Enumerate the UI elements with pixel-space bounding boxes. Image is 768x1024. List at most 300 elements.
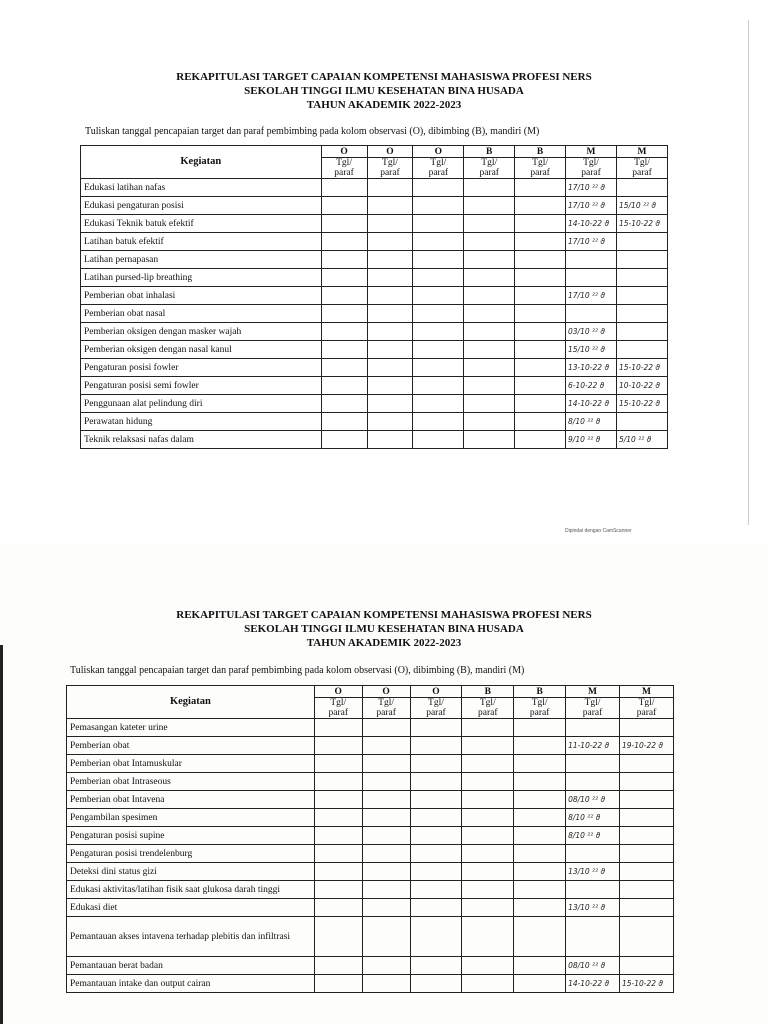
header-tgl-paraf: [362, 698, 410, 719]
header-tgl-label: Tgl/: [336, 158, 352, 168]
table-row: [81, 305, 668, 323]
header-tgl-paraf: [464, 158, 515, 179]
signature-cell: [362, 719, 410, 737]
header-tgl-label: Tgl/: [378, 698, 395, 708]
signature-cell: [367, 179, 413, 197]
signature-cell: [462, 881, 514, 899]
handwritten-date-signature: 13/10 ²² ϑ: [568, 902, 606, 912]
signature-cell: [464, 251, 515, 269]
signature-cell: [362, 737, 410, 755]
table-row: [67, 881, 674, 899]
table-row: [81, 413, 668, 431]
signature-cell: [616, 269, 667, 287]
table-row: [81, 323, 668, 341]
signature-cell: [413, 413, 464, 431]
signature-cell: [362, 791, 410, 809]
signature-cell: [314, 809, 362, 827]
signature-cell: [514, 881, 566, 899]
signature-cell: [515, 287, 566, 305]
header-paraf-label: paraf: [636, 708, 657, 718]
activity-cell: Pemberian obat inhalasi: [81, 287, 322, 305]
signature-cell: [362, 917, 410, 957]
table-row: [81, 395, 668, 413]
handwritten-date-signature: 08/10 ²² ϑ: [568, 960, 606, 970]
handwritten-date-signature: 8/10 ²² ϑ: [568, 416, 601, 426]
signature-cell: [462, 845, 514, 863]
signature-cell: [464, 377, 515, 395]
signature-cell: [321, 323, 367, 341]
table-row: [67, 845, 674, 863]
handwritten-date-signature: 17/10 ²² ϑ: [568, 236, 606, 246]
activity-cell: Pemantauan intake dan output cairan: [67, 975, 315, 993]
signature-cell: [514, 863, 566, 881]
signature-cell: [462, 755, 514, 773]
activity-cell: Pemberian obat Intamuskular: [67, 755, 315, 773]
table-row: [67, 975, 674, 993]
signature-cell: [464, 431, 515, 449]
signature-cell: [367, 197, 413, 215]
signature-cell: [566, 377, 617, 395]
header-level: O: [367, 146, 413, 158]
signature-cell: [321, 179, 367, 197]
handwritten-date-signature: 14-10-22 ϑ: [568, 218, 610, 228]
signature-cell: [410, 957, 462, 975]
signature-cell: [620, 773, 674, 791]
handwritten-date-signature: 15-10-22 ϑ: [618, 218, 661, 228]
table-row: [81, 251, 668, 269]
signature-cell: [515, 395, 566, 413]
signature-cell: [566, 233, 617, 251]
signature-cell: [515, 323, 566, 341]
signature-cell: [321, 215, 367, 233]
activity-cell: Pemantauan berat badan: [67, 957, 315, 975]
signature-cell: [367, 215, 413, 233]
signature-cell: [566, 827, 620, 845]
signature-cell: [367, 341, 413, 359]
activity-cell: Deteksi dini status gizi: [67, 863, 315, 881]
signature-cell: [362, 827, 410, 845]
header-tgl-label: Tgl/: [584, 698, 601, 708]
header-tgl-label: Tgl/: [532, 158, 548, 168]
signature-cell: [321, 377, 367, 395]
header-level: O: [362, 686, 410, 698]
signature-cell: [464, 359, 515, 377]
signature-cell: [314, 881, 362, 899]
header-level: O: [314, 686, 362, 698]
signature-cell: [515, 215, 566, 233]
table-row: [67, 957, 674, 975]
signature-cell: [462, 791, 514, 809]
signature-cell: [514, 975, 566, 993]
signature-cell: [464, 197, 515, 215]
header-paraf-label: paraf: [380, 168, 400, 178]
signature-cell: [410, 845, 462, 863]
signature-cell: [367, 413, 413, 431]
signature-cell: [566, 323, 617, 341]
header-level: M: [566, 686, 620, 698]
signature-cell: [514, 845, 566, 863]
activity-cell: Pemantauan akses intavena terhadap plebitis dan infiltrasi: [67, 917, 315, 957]
page1-instruction: Tuliskan tanggal pencapaian target dan paraf pembimbing pada kolom observasi (O), dibimbing (B), mandiri (M): [85, 126, 540, 137]
signature-cell: [566, 179, 617, 197]
signature-cell: [515, 251, 566, 269]
signature-cell: [464, 215, 515, 233]
handwritten-date-signature: 15/10 ²² ϑ: [618, 200, 657, 210]
header-paraf-label: paraf: [582, 708, 603, 718]
activity-cell: Latihan pursed-lip breathing: [81, 269, 322, 287]
signature-cell: [566, 269, 617, 287]
signature-cell: [410, 791, 462, 809]
activity-cell: Pemasangan kateter urine: [67, 719, 315, 737]
header-paraf-label: paraf: [581, 168, 601, 178]
signature-cell: [362, 755, 410, 773]
activity-cell: Pengaturan posisi supine: [67, 827, 315, 845]
signature-cell: [410, 917, 462, 957]
table-row: [67, 737, 674, 755]
signature-cell: [321, 269, 367, 287]
signature-cell: [367, 233, 413, 251]
header-paraf-label: paraf: [328, 708, 348, 718]
signature-cell: [566, 845, 620, 863]
activity-cell: Perawatan hidung: [81, 413, 322, 431]
signature-cell: [462, 773, 514, 791]
page2-title: [0, 608, 768, 650]
signature-cell: [462, 957, 514, 975]
signature-cell: [321, 251, 367, 269]
signature-cell: [514, 827, 566, 845]
table-row: [67, 863, 674, 881]
header-level: B: [515, 146, 566, 158]
signature-cell: [464, 395, 515, 413]
signature-cell: [314, 863, 362, 881]
handwritten-date-signature: 15-10-22 ϑ: [622, 978, 664, 988]
table-row: [81, 197, 668, 215]
signature-cell: [515, 197, 566, 215]
signature-cell: [616, 323, 667, 341]
signature-cell: [464, 341, 515, 359]
signature-cell: [620, 809, 674, 827]
header-paraf-label: paraf: [529, 708, 550, 718]
handwritten-date-signature: 10-10-22 ϑ: [618, 380, 661, 390]
competency-table-2: [66, 685, 674, 993]
signature-cell: [515, 377, 566, 395]
signature-cell: [410, 975, 462, 993]
header-level: M: [620, 686, 674, 698]
signature-cell: [566, 863, 620, 881]
signature-cell: [314, 737, 362, 755]
signature-cell: [367, 377, 413, 395]
signature-cell: [515, 431, 566, 449]
signature-cell: [462, 809, 514, 827]
signature-cell: [464, 413, 515, 431]
activity-cell: Penggunaan alat pelindung diri: [81, 395, 322, 413]
signature-cell: [314, 899, 362, 917]
table-row: [67, 827, 674, 845]
title-line-3: TAHUN AKADEMIK 2022-2023: [306, 637, 462, 649]
activity-cell: Edukasi diet: [67, 899, 315, 917]
signature-cell: [515, 305, 566, 323]
activity-cell: Edukasi aktivitas/latihan fisik saat glukosa darah tinggi: [67, 881, 315, 899]
signature-cell: [616, 431, 667, 449]
signature-cell: [413, 305, 464, 323]
signature-cell: [514, 791, 566, 809]
signature-cell: [413, 431, 464, 449]
handwritten-date-signature: 14-10-22 ϑ: [568, 978, 610, 988]
signature-cell: [514, 809, 566, 827]
signature-cell: [462, 899, 514, 917]
competency-table-1: [80, 145, 668, 449]
title-line-1: REKAPITULASI TARGET CAPAIAN KOMPETENSI MAHASISWA PROFESI NERS: [176, 71, 592, 83]
signature-cell: [321, 233, 367, 251]
table-row: [81, 431, 668, 449]
signature-cell: [464, 179, 515, 197]
header-tgl-label: Tgl/: [531, 698, 548, 708]
header-tgl-label: Tgl/: [634, 158, 650, 168]
header-level: O: [410, 686, 462, 698]
title-line-2: SEKOLAH TINGGI ILMU KESEHATAN BINA HUSADA: [244, 85, 524, 97]
header-tgl-paraf: [566, 698, 620, 719]
signature-cell: [413, 215, 464, 233]
signature-cell: [515, 413, 566, 431]
signature-cell: [620, 737, 674, 755]
signature-cell: [620, 827, 674, 845]
header-paraf-label: paraf: [479, 168, 499, 178]
signature-cell: [362, 957, 410, 975]
activity-cell: Edukasi pengaturan posisi: [81, 197, 322, 215]
signature-cell: [566, 251, 617, 269]
signature-cell: [514, 917, 566, 957]
signature-cell: [410, 881, 462, 899]
signature-cell: [413, 341, 464, 359]
header-paraf-label: paraf: [428, 168, 449, 178]
page2-instruction: Tuliskan tanggal pencapaian target dan paraf pembimbing pada kolom observasi (O), dibimbing (B), mandiri (M): [70, 665, 525, 676]
signature-cell: [321, 413, 367, 431]
signature-cell: [620, 881, 674, 899]
signature-cell: [566, 431, 617, 449]
signature-cell: [464, 305, 515, 323]
signature-cell: [410, 809, 462, 827]
signature-cell: [515, 179, 566, 197]
header-tgl-label: Tgl/: [382, 158, 398, 168]
signature-cell: [620, 863, 674, 881]
scanned-page-2: [0, 545, 768, 1024]
header-paraf-label: paraf: [426, 708, 446, 718]
activity-cell: Pengaturan posisi semi fowler: [81, 377, 322, 395]
handwritten-date-signature: 14-10-22 ϑ: [568, 398, 610, 408]
signature-cell: [514, 899, 566, 917]
header-paraf-label: paraf: [478, 708, 498, 718]
signature-cell: [566, 305, 617, 323]
signature-cell: [462, 737, 514, 755]
activity-cell: Latihan pernapasan: [81, 251, 322, 269]
signature-cell: [566, 899, 620, 917]
signature-cell: [314, 791, 362, 809]
handwritten-date-signature: 5/10 ²² ϑ: [618, 434, 652, 444]
signature-cell: [566, 197, 617, 215]
signature-cell: [410, 827, 462, 845]
header-kegiatan: Kegiatan: [67, 686, 315, 719]
header-tgl-paraf: [413, 158, 464, 179]
table-row: [81, 359, 668, 377]
header-paraf-label: paraf: [334, 168, 354, 178]
signature-cell: [620, 975, 674, 993]
signature-cell: [362, 773, 410, 791]
signature-cell: [410, 719, 462, 737]
signature-cell: [514, 737, 566, 755]
header-tgl-paraf: [515, 158, 566, 179]
signature-cell: [413, 395, 464, 413]
table-row: [67, 773, 674, 791]
activity-cell: Pemberian oksigen dengan masker wajah: [81, 323, 322, 341]
header-level: M: [566, 146, 617, 158]
activity-cell: Edukasi latihan nafas: [81, 179, 322, 197]
header-level: B: [464, 146, 515, 158]
signature-cell: [514, 957, 566, 975]
activity-cell: Teknik relaksasi nafas dalam: [81, 431, 322, 449]
signature-cell: [462, 719, 514, 737]
signature-cell: [314, 755, 362, 773]
table-row: [81, 233, 668, 251]
page-edge-2: [0, 645, 3, 1024]
signature-cell: [413, 287, 464, 305]
signature-cell: [620, 755, 674, 773]
signature-cell: [616, 215, 667, 233]
handwritten-date-signature: 8/10 ²² ϑ: [568, 812, 601, 822]
title-line-2: SEKOLAH TINGGI ILMU KESEHATAN BINA HUSADA: [244, 623, 524, 635]
signature-cell: [321, 341, 367, 359]
table-row: [67, 809, 674, 827]
signature-cell: [413, 233, 464, 251]
signature-cell: [566, 957, 620, 975]
header-tgl-label: Tgl/: [430, 158, 447, 168]
signature-cell: [462, 863, 514, 881]
signature-cell: [620, 845, 674, 863]
header-level: B: [462, 686, 514, 698]
handwritten-date-signature: 17/10 ²² ϑ: [568, 200, 606, 210]
signature-cell: [410, 755, 462, 773]
signature-cell: [515, 269, 566, 287]
handwritten-date-signature: 17/10 ²² ϑ: [568, 182, 606, 192]
signature-cell: [620, 899, 674, 917]
signature-cell: [620, 719, 674, 737]
handwritten-date-signature: 13-10-22 ϑ: [568, 362, 610, 372]
handwritten-date-signature: 03/10 ²² ϑ: [568, 326, 606, 336]
handwritten-date-signature: 17/10 ²² ϑ: [568, 290, 606, 300]
signature-cell: [514, 773, 566, 791]
signature-cell: [321, 359, 367, 377]
activity-cell: Pemberian obat Intavena: [67, 791, 315, 809]
header-level: O: [413, 146, 464, 158]
signature-cell: [367, 395, 413, 413]
signature-cell: [620, 957, 674, 975]
header-tgl-paraf: [616, 158, 667, 179]
activity-cell: Edukasi Teknik batuk efektif: [81, 215, 322, 233]
signature-cell: [566, 809, 620, 827]
signature-cell: [362, 809, 410, 827]
signature-cell: [314, 773, 362, 791]
header-tgl-paraf: [462, 698, 514, 719]
header-tgl-label: Tgl/: [330, 698, 347, 708]
handwritten-date-signature: 19-10-22 ϑ: [622, 740, 664, 750]
handwritten-date-signature: 08/10 ²² ϑ: [568, 794, 606, 804]
header-tgl-label: Tgl/: [638, 698, 655, 708]
signature-cell: [321, 287, 367, 305]
header-tgl-paraf: [321, 158, 367, 179]
header-level: B: [514, 686, 566, 698]
handwritten-date-signature: 15-10-22 ϑ: [618, 398, 661, 408]
signature-cell: [462, 917, 514, 957]
signature-cell: [566, 719, 620, 737]
handwritten-date-signature: 6-10-22 ϑ: [568, 380, 605, 390]
table-row: [81, 287, 668, 305]
header-tgl-paraf: [566, 158, 617, 179]
signature-cell: [367, 287, 413, 305]
signature-cell: [413, 323, 464, 341]
page-edge-1: [748, 20, 749, 525]
signature-cell: [314, 827, 362, 845]
signature-cell: [566, 215, 617, 233]
signature-cell: [620, 791, 674, 809]
handwritten-date-signature: 15/10 ²² ϑ: [568, 344, 606, 354]
signature-cell: [367, 305, 413, 323]
activity-cell: Pengaturan posisi trendelenburg: [67, 845, 315, 863]
signature-cell: [362, 975, 410, 993]
header-paraf-label: paraf: [632, 168, 652, 178]
handwritten-date-signature: 11-10-22 ϑ: [568, 740, 610, 750]
title-line-1: REKAPITULASI TARGET CAPAIAN KOMPETENSI MAHASISWA PROFESI NERS: [176, 609, 592, 621]
table-row: [81, 269, 668, 287]
signature-cell: [413, 377, 464, 395]
signature-cell: [464, 287, 515, 305]
header-paraf-label: paraf: [530, 168, 550, 178]
header-tgl-paraf: [314, 698, 362, 719]
signature-cell: [410, 773, 462, 791]
signature-cell: [616, 395, 667, 413]
table-row: [81, 179, 668, 197]
header-tgl-paraf: [514, 698, 566, 719]
table-row: [67, 917, 674, 957]
table-row: [67, 719, 674, 737]
signature-cell: [413, 179, 464, 197]
signature-cell: [515, 359, 566, 377]
activity-cell: Latihan batuk efektif: [81, 233, 322, 251]
activity-cell: Pemberian obat nasal: [81, 305, 322, 323]
table-row: [81, 377, 668, 395]
signature-cell: [367, 269, 413, 287]
activity-cell: Pemberian oksigen dengan nasal kanul: [81, 341, 322, 359]
signature-cell: [566, 791, 620, 809]
signature-cell: [566, 755, 620, 773]
signature-cell: [321, 305, 367, 323]
header-level: O: [321, 146, 367, 158]
table-row: [81, 215, 668, 233]
signature-cell: [566, 359, 617, 377]
signature-cell: [566, 395, 617, 413]
activity-cell: Pengaturan posisi fowler: [81, 359, 322, 377]
signature-cell: [620, 917, 674, 957]
signature-cell: [566, 413, 617, 431]
signature-cell: [616, 251, 667, 269]
activity-cell: Pemberian obat Intraseous: [67, 773, 315, 791]
header-tgl-paraf: [410, 698, 462, 719]
signature-cell: [616, 359, 667, 377]
signature-cell: [410, 737, 462, 755]
signature-cell: [616, 305, 667, 323]
signature-cell: [410, 863, 462, 881]
signature-cell: [566, 737, 620, 755]
signature-cell: [314, 957, 362, 975]
header-tgl-paraf: [367, 158, 413, 179]
